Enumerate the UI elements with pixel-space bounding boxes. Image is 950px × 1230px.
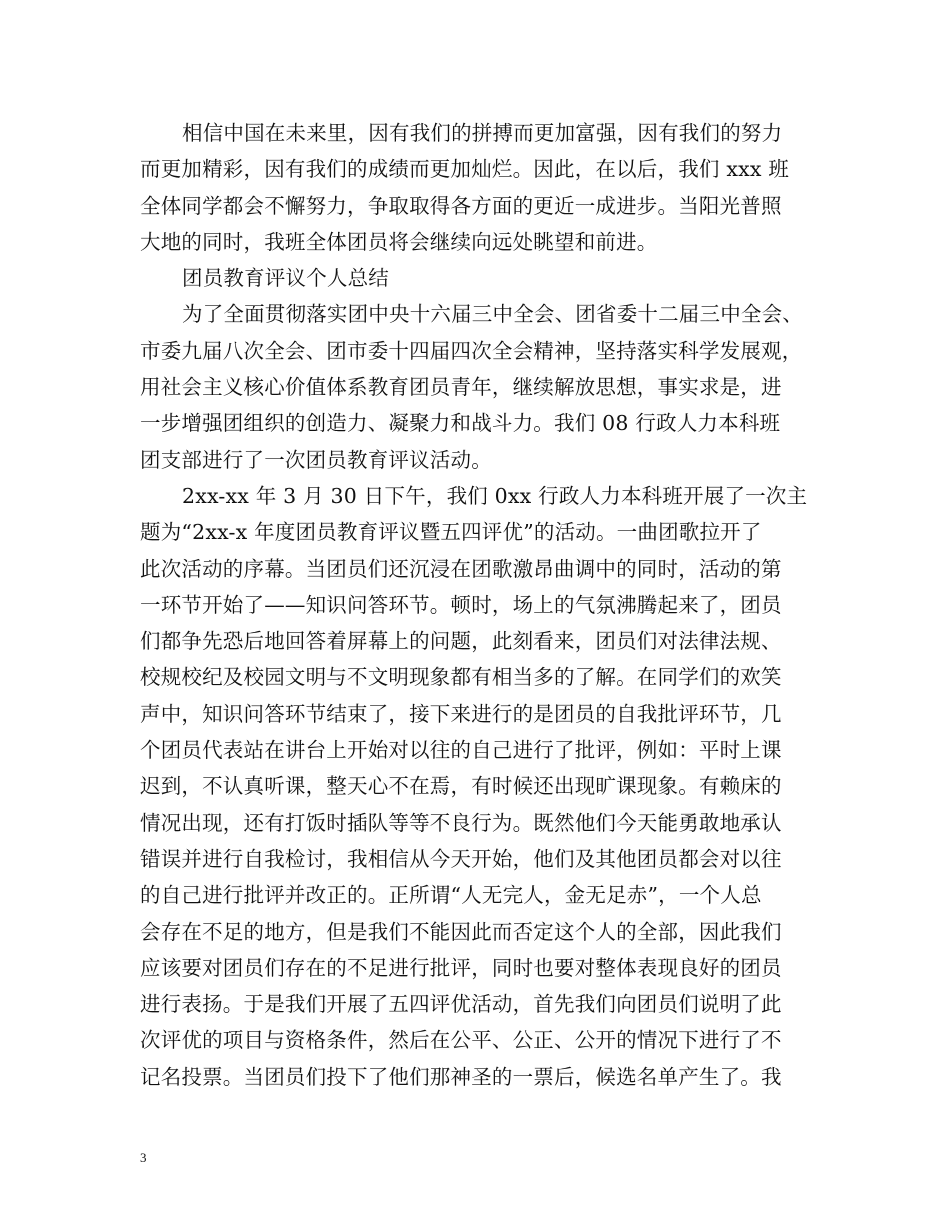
text-line: 错误并进行自我检讨，我相信从今天开始，他们及其他团员都会对以往 xyxy=(140,846,782,871)
text-line: 会存在不足的地方，但是我们不能因此而否定这个人的全部，因此我们 xyxy=(140,919,782,944)
text-line: 们都争先恐后地回答着屏幕上的问题，此刻看来，团员们对法律法规、 xyxy=(140,629,782,654)
text-line: 个团员代表站在讲台上开始对以往的自己进行了批评，例如：平时上课 xyxy=(140,738,782,763)
text-line: 记名投票。当团员们投下了他们那神圣的一票后，候选名单产生了。我 xyxy=(140,1064,782,1089)
text-line: 题为“2xx-x 年度团员教育评议暨五四评优”的活动。一曲团歌拉开了 xyxy=(140,520,762,545)
text-line: 迟到，不认真听课，整天心不在焉，有时候还出现旷课现象。有赖床的 xyxy=(140,774,782,799)
text-line: 团支部进行了一次团员教育评议活动。 xyxy=(140,447,492,472)
text-line: 一环节开始了——知识问答环节。顿时，场上的气氛沸腾起来了，团员 xyxy=(140,592,782,617)
text-line: 全体同学都会不懈努力，争取取得各方面的更近一成进步。当阳光普照 xyxy=(140,193,782,218)
document-body xyxy=(140,115,820,1095)
text-line: 市委九届八次全会、团市委十四届四次全会精神，坚持落实科学发展观， xyxy=(140,338,803,363)
text-line: 2xx-xx 年 3 月 30 日下午，我们 0xx 行政人力本科班开展了一次主 xyxy=(182,483,808,508)
text-line: 的自己进行批评并改正的。正所谓“人无完人，金无足赤”，一个人总 xyxy=(140,883,762,908)
text-line: 一步增强团组织的创造力、凝聚力和战斗力。我们 08 行政人力本科班 xyxy=(140,411,781,436)
text-line: 次评优的项目与资格条件，然后在公平、公正、公开的情况下进行了不 xyxy=(140,1028,782,1053)
text-line: 此次活动的序幕。当团员们还沉浸在团歌激昂曲调中的同时，活动的第 xyxy=(140,556,782,581)
text-line: 校规校纪及校园文明与不文明现象都有相当多的了解。在同学们的欢笑 xyxy=(140,665,782,690)
text-line: 应该要对团员们存在的不足进行批评，同时也要对整体表现良好的团员 xyxy=(140,955,782,980)
text-line: 为了全面贯彻落实团中央十六届三中全会、团省委十二届三中全会、 xyxy=(182,302,803,327)
text-line: 声中，知识问答环节结束了，接下来进行的是团员的自我批评环节，几 xyxy=(140,701,782,726)
page-number: 3 xyxy=(140,1150,147,1165)
text-line: 相信中国在未来里，因有我们的拼搏而更加富强，因有我们的努力 xyxy=(182,121,783,145)
text-line: 用社会主义核心价值体系教育团员青年，继续解放思想，事实求是，进 xyxy=(140,375,782,400)
text-line: 情况出现，还有打饭时插队等等不良行为。既然他们今天能勇敢地承认 xyxy=(140,810,782,835)
text-line: 而更加精彩，因有我们的成绩而更加灿烂。因此，在以后，我们 xxx 班 xyxy=(140,157,790,182)
text-line: 进行表扬。于是我们开展了五四评优活动，首先我们向团员们说明了此 xyxy=(140,992,782,1017)
text-line: 大地的同时，我班全体团员将会继续向远处眺望和前进。 xyxy=(140,229,658,254)
section-heading: 团员教育评议个人总结 xyxy=(182,266,389,291)
